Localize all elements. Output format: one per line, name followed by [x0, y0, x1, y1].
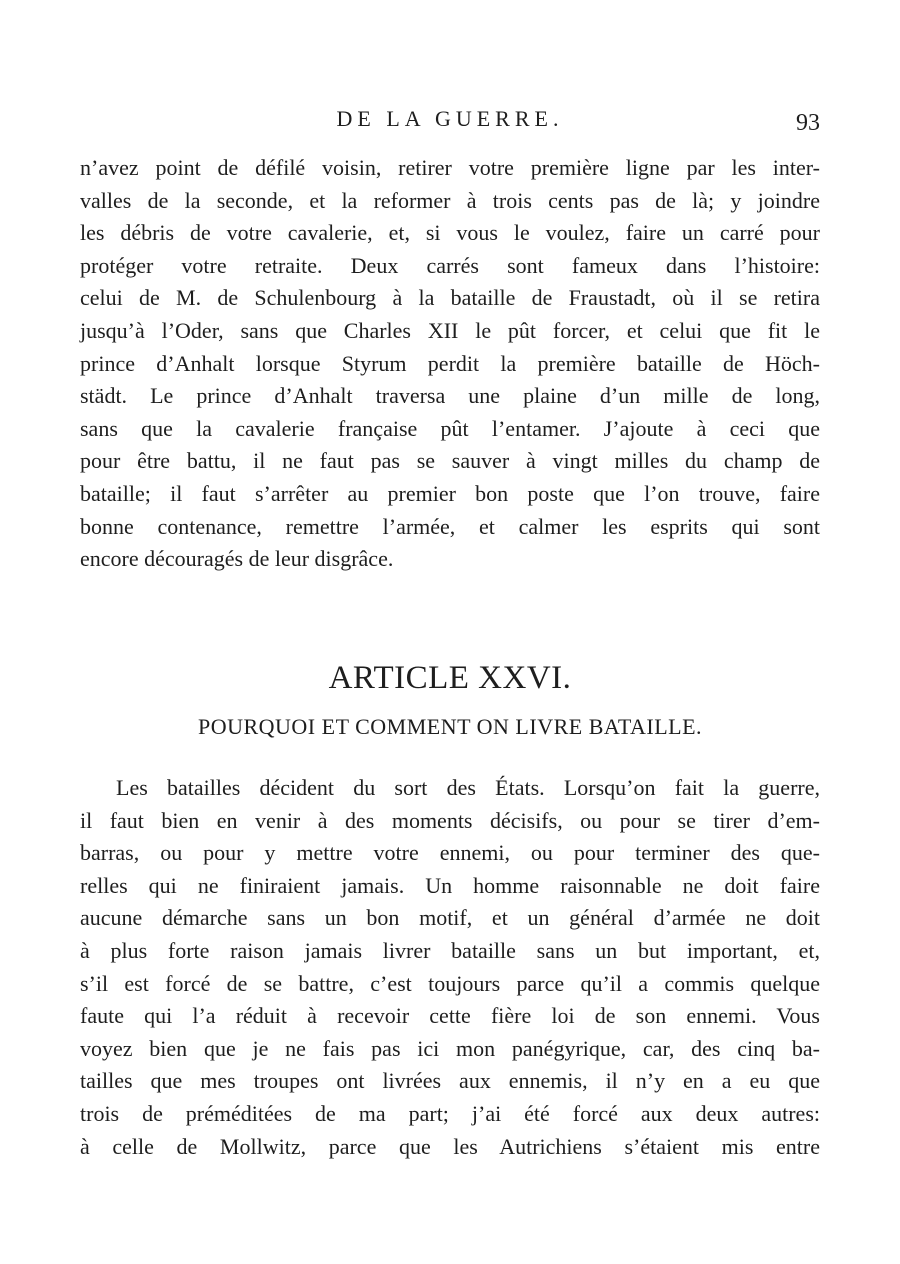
text-line: sans que la cavalerie française pût l’entamer. J’ajoute à ceci que — [80, 415, 820, 441]
text-line: les débris de votre cavalerie, et, si vous le voulez, faire un carré pour — [80, 220, 820, 246]
text-line: n’avez point de défilé voisin, retirer votre première ligne par les inter- — [80, 155, 820, 180]
text-line: à celle de Mollwitz, parce que les Autrichiens s’étaient mis entre — [80, 1133, 820, 1159]
text-line: prince d’Anhalt lorsque Styrum perdit la première bataille de Höch- — [80, 350, 820, 376]
paragraph-article-body — [80, 772, 820, 1163]
text-line: relles qui ne finiraient jamais. Un homme raisonnable ne doit faire — [80, 872, 820, 898]
text-line: städt. Le prince d’Anhalt traversa une plaine d’un mille de long, — [80, 383, 820, 409]
text-line: barras, ou pour y mettre votre ennemi, ou pour terminer des que- — [80, 840, 820, 866]
text-line: aucune démarche sans un bon motif, et un général d’armée ne doit — [80, 905, 820, 931]
text-line: à plus forte raison jamais livrer bataille sans un but important, et, — [80, 937, 820, 963]
text-line: jusqu’à l’Oder, sans que Charles XII le pût forcer, et celui que fit le — [80, 317, 820, 343]
running-head — [0, 106, 900, 136]
text-line: protéger votre retraite. Deux carrés sont fameux dans l’histoire: — [80, 252, 820, 278]
text-line: Les batailles décident du sort des États. Lorsqu’on fait la guerre, — [116, 775, 820, 800]
text-line: celui de M. de Schulenbourg à la bataille de Fraustadt, où il se retira — [80, 285, 820, 311]
running-title: DE LA GUERRE. — [336, 106, 564, 131]
text-line: tailles que mes troupes ont livrées aux ennemis, il n’y en a eu que — [80, 1068, 820, 1094]
text-line: bataille; il faut s’arrêter au premier bon poste que l’on trouve, faire — [80, 480, 820, 506]
text-line: voyez bien que je ne fais pas ici mon panégyrique, car, des cinq ba- — [80, 1035, 820, 1061]
paragraph-continued — [80, 152, 820, 576]
text-line: s’il est forcé de se battre, c’est toujours parce qu’il a commis quelque — [80, 970, 820, 996]
text-line: trois de préméditées de ma part; j’ai été forcé aux deux autres: — [80, 1100, 820, 1126]
text-line: faute qui l’a réduit à recevoir cette fière loi de son ennemi. Vous — [80, 1003, 820, 1029]
article-heading: ARTICLE XXVI. — [328, 660, 572, 696]
text-line: encore découragés de leur disgrâce. — [80, 546, 394, 572]
page-number: 93 — [796, 110, 820, 136]
text-line: bonne contenance, remettre l’armée, et calmer les esprits qui sont — [80, 513, 820, 539]
text-line: pour être battu, il ne faut pas se sauver à vingt milles du champ de — [80, 448, 820, 474]
text-line: valles de la seconde, et la reformer à trois cents pas de là; y joindre — [80, 187, 820, 213]
text-line: il faut bien en venir à des moments décisifs, ou pour se tirer d’em- — [80, 807, 820, 833]
article-subheading: POURQUOI ET COMMENT ON LIVRE BATAILLE. — [197, 714, 703, 739]
